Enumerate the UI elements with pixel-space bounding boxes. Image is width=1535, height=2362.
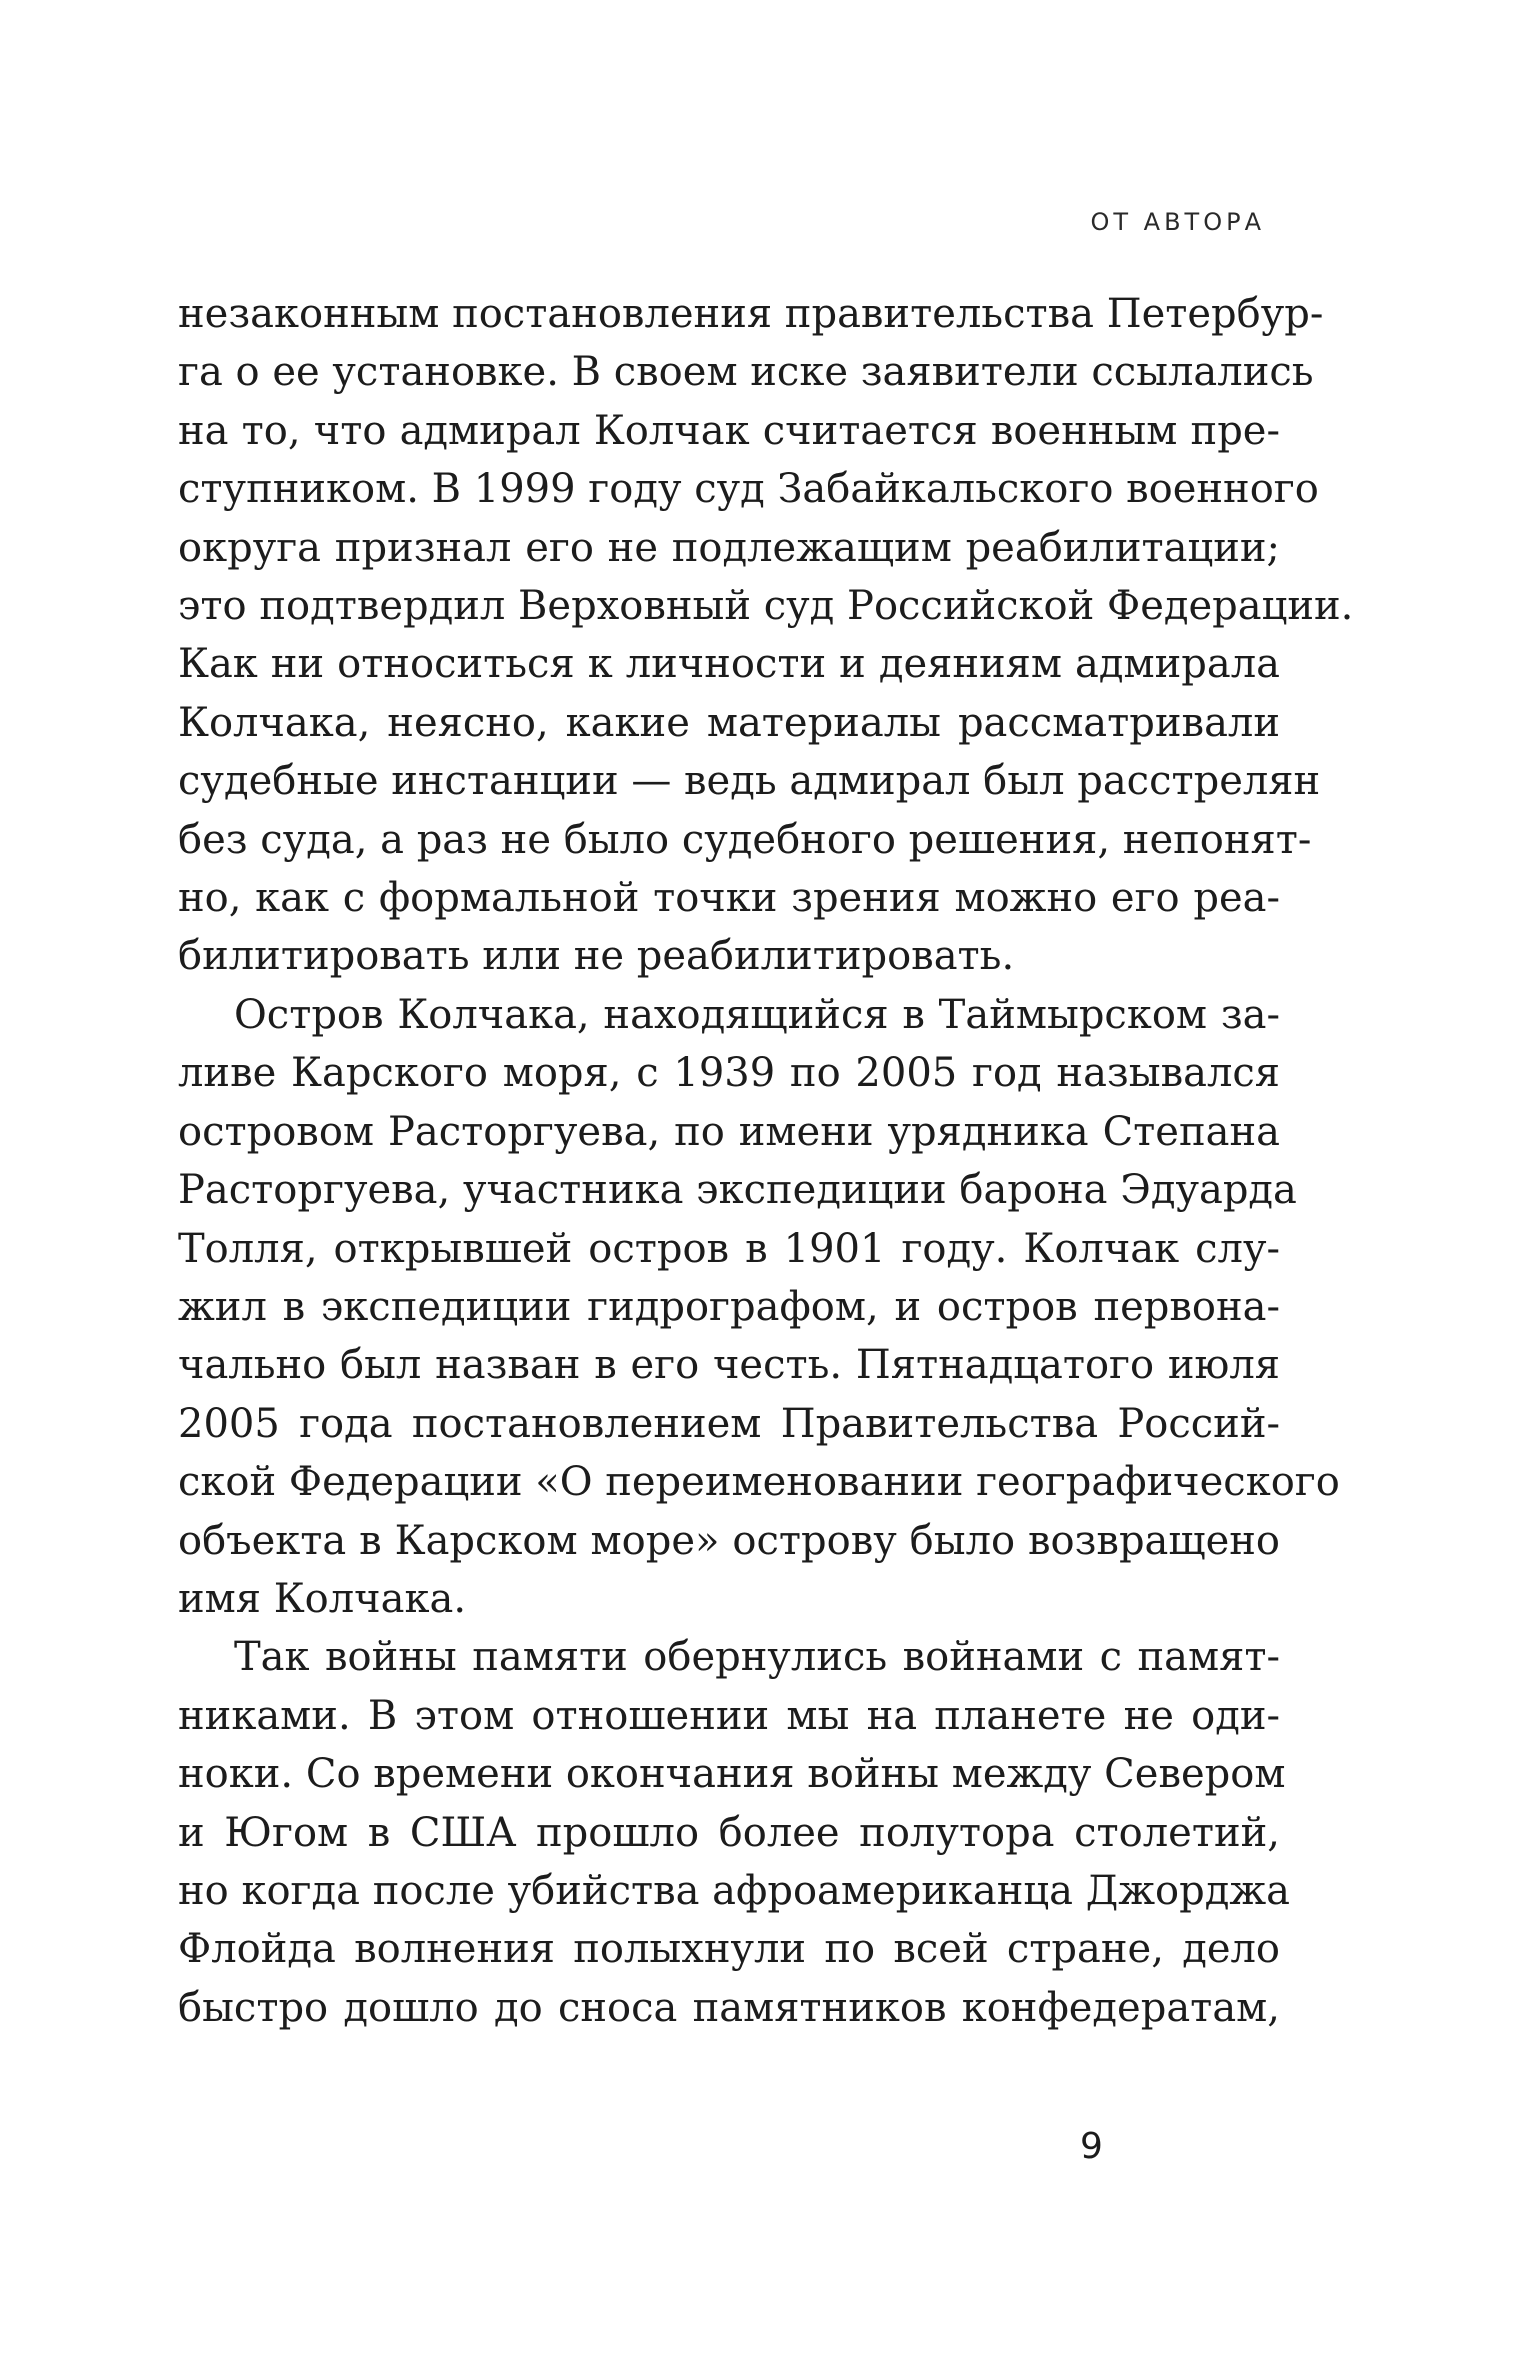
text-line: Как ни относиться к личности и деяниям адмирала xyxy=(178,641,1280,688)
text-line: ноки. Со времени окончания войны между Севером xyxy=(178,1751,1286,1798)
text-line: объекта в Карском море» острову было возвращено xyxy=(178,1517,1280,1564)
text-line: и Югом в США прошло более полутора столетий, xyxy=(178,1809,1280,1856)
text-line: ступником. В 1999 году суд Забайкальского военного xyxy=(178,466,1319,513)
running-head: ОТ АВТОРА xyxy=(1090,208,1265,236)
text-line: это подтвердил Верховный суд Российской Федерации. xyxy=(178,583,1354,630)
text-line: Колчака, неясно, какие материалы рассматривали xyxy=(178,699,1280,746)
text-line: но, как с формальной точки зрения можно его реа- xyxy=(178,875,1280,922)
text-line: Остров Колчака, находящийся в Таймырском за- xyxy=(234,991,1280,1038)
text-line: ливе Карского моря, с 1939 по 2005 год назывался xyxy=(178,1050,1280,1097)
text-line: 2005 года постановлением Правительства Россий- xyxy=(178,1400,1280,1447)
text-line: Так войны памяти обернулись войнами с памят- xyxy=(234,1634,1280,1681)
text-line: га о ее установке. В своем иске заявители ссылались xyxy=(178,349,1314,396)
text-line: судебные инстанции — ведь адмирал был расстрелян xyxy=(178,758,1321,805)
text-line: никами. В этом отношении мы на планете не оди- xyxy=(178,1692,1280,1739)
body-text xyxy=(178,285,1354,2037)
text-line: быстро дошло до сноса памятников конфедератам, xyxy=(178,1984,1280,2031)
text-line: Толля, открывшей остров в 1901 году. Колчак слу- xyxy=(178,1225,1280,1272)
text-line: незаконным постановления правительства Петербур- xyxy=(178,291,1324,337)
text-line: ской Федерации «О переименовании географического xyxy=(178,1459,1340,1506)
text-line: но когда после убийства афроамериканца Джорджа xyxy=(178,1867,1290,1914)
text-line: имя Колчака. xyxy=(178,1575,467,1622)
text-line: билитировать или не реабилитировать. xyxy=(178,933,1015,980)
text-line: жил в экспедиции гидрографом, и остров первона- xyxy=(178,1283,1280,1330)
text-line: Расторгуева, участника экспедиции барона Эдуарда xyxy=(178,1167,1297,1214)
text-line: округа признал его не подлежащим реабилитации; xyxy=(178,524,1280,571)
text-line: островом Расторгуева, по имени урядника Степана xyxy=(178,1108,1280,1155)
text-line: на то, что адмирал Колчак считается военным пре- xyxy=(178,407,1280,454)
text-line: Флойда волнения полыхнули по всей стране, дело xyxy=(178,1926,1280,1973)
page-number: 9 xyxy=(1080,2126,1103,2167)
text-line: чально был назван в его честь. Пятнадцатого июля xyxy=(178,1342,1280,1389)
text-line: без суда, а раз не было судебного решения, непонят- xyxy=(178,816,1312,863)
